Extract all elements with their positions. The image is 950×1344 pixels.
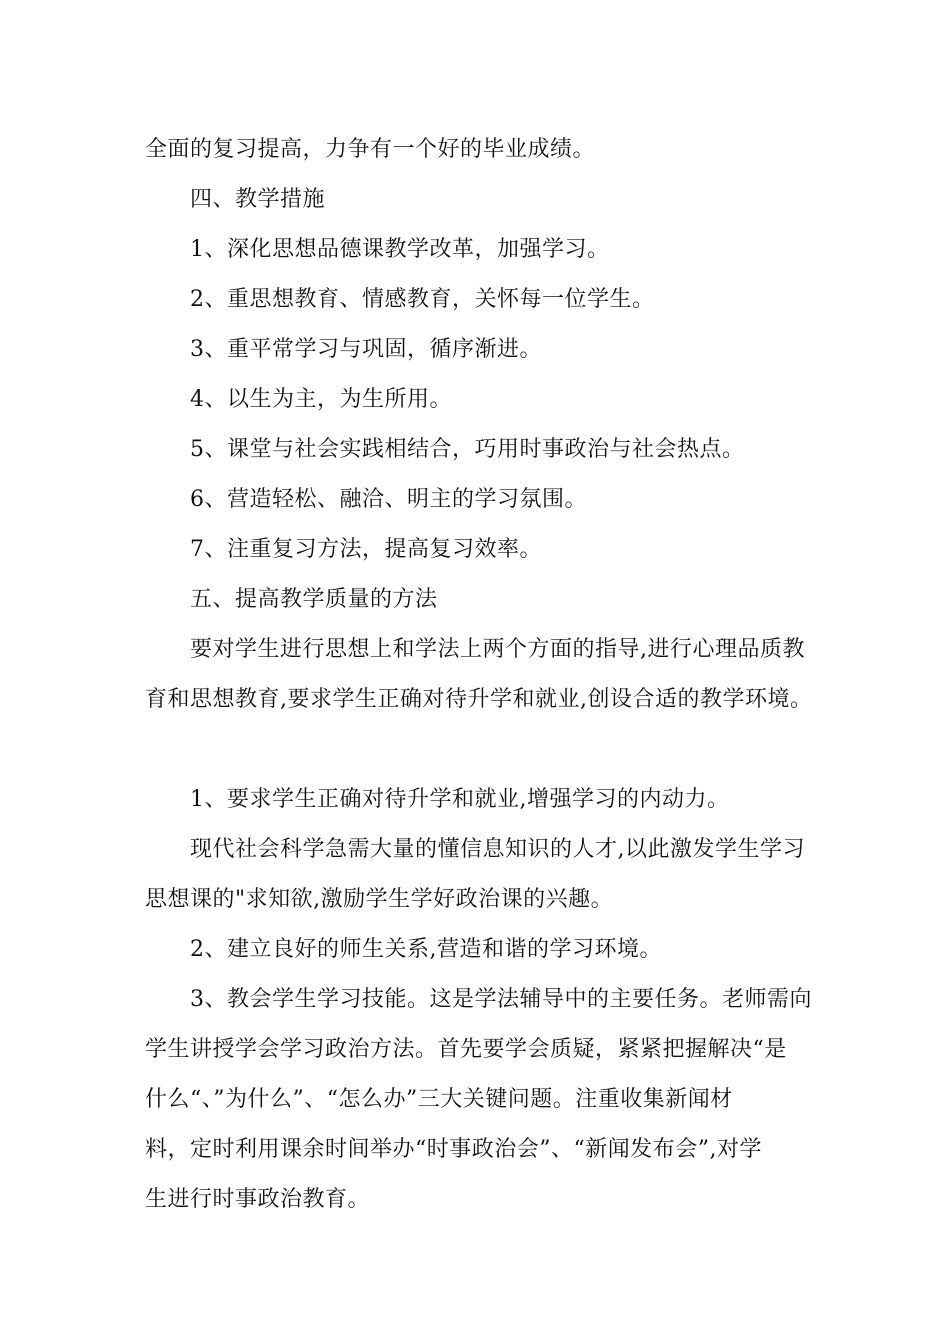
paragraph-line: 现代社会科学急需大量的懂信息知识的人才,以此激发学生学习 (190, 837, 805, 862)
section-heading: 五、提高教学质量的方法 (190, 587, 438, 612)
list-item: 1、深化思想品德课教学改革，加强学习。 (190, 237, 610, 262)
paragraph-line: 思想课的"求知欲,激励学生学好政治课的兴趣。 (145, 887, 614, 912)
list-item: 2、重思想教育、情感教育，关怀每一位学生。 (190, 287, 655, 312)
paragraph-line: 要对学生进行思想上和学法上两个方面的指导,进行心理品质教 (190, 637, 805, 662)
list-item: 5、课堂与社会实践相结合，巧用时事政治与社会热点。 (190, 437, 745, 462)
section-heading: 四、教学措施 (190, 187, 326, 212)
list-item: 4、以生为主，为生所用。 (190, 387, 452, 412)
list-item: 2、建立良好的师生关系,营造和谐的学习环境。 (190, 937, 662, 962)
paragraph-line: 料，定时利用课余时间举办“时事政治会”、“新闻发布会”,对学 (145, 1137, 762, 1162)
list-item: 7、注重复习方法，提高复习效率。 (190, 537, 542, 562)
paragraph-line: 什么“、”为什么”、“怎么办”三大关键问题。注重收集新闻材 (145, 1087, 733, 1112)
paragraph-line: 学生讲授学会学习政治方法。首先要学会质疑，紧紧把握解决“是 (145, 1037, 787, 1062)
list-item: 6、营造轻松、融洽、明主的学习氛围。 (190, 487, 587, 512)
paragraph-line: 生进行时事政治教育。 (145, 1187, 371, 1212)
paragraph-line: 全面的复习提高，力争有一个好的毕业成绩。 (145, 137, 596, 162)
list-item: 3、教会学生学习技能。这是学法辅导中的主要任务。老师需向 (190, 987, 812, 1012)
list-item: 3、重平常学习与巩固，循序渐进。 (190, 337, 542, 362)
list-item: 1、要求学生正确对待升学和就业,增强学习的内动力。 (190, 787, 730, 812)
paragraph-line: 育和思想教育,要求学生正确对待升学和就业,创设合适的教学环境。 (145, 687, 813, 712)
